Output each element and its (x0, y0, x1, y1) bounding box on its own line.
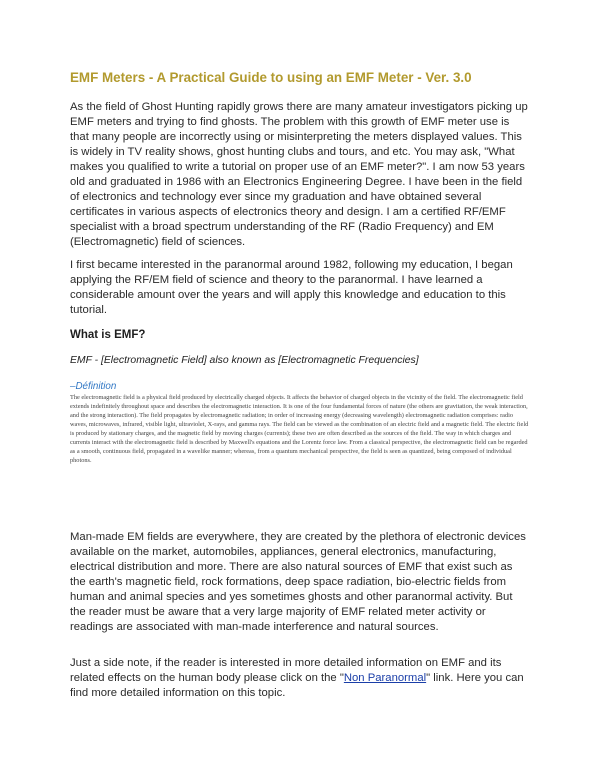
side-note-text-before: Just a side note, if the reader is interested in more detailed information on EMF and its related effects on the human body please click on the " (70, 657, 502, 684)
document-title: EMF Meters - A Practical Guide to using an EMF Meter - Ver. 3.0 (70, 70, 472, 85)
section-subheading: EMF - [Electromagnetic Field] also known as [Electromagnetic Frequencies] (70, 355, 419, 366)
definition-text: The electromagnetic field is a physical field produced by electrically charged objects. It affects the behavior of charged objects in the vicinity of the field. The electromagnetic field extends indefinitely throughout space and describes the electromagnetic interaction. It is one of the four fundamental forces of nature (the others are gravitation, the weak interaction, and the strong interaction). The field propagates by electromagnetic radiation; in order of increasing energy (decreasing wavelength) electromagnetic radiation comprises: radio waves, microwaves, infrared, visible light, ultraviolet, X-rays, and gamma rays. The field can be viewed as the combination of an electric field and a magnetic field. The electric field is produced by stationary charges, and the magnetic field by moving charges (currents); these two are often described as the sources of the field. The way in which charges and currents interact with the electromagnetic field is described by Maxwell's equations and the Lorentz force law. From a classical perspective, the electromagnetic field can be regarded as a smooth, continuous field, propagated in a wavelike manner; whereas, from a quantum mechanical perspective, the field is seen as quantized, being composed of individual photons. (70, 394, 529, 464)
side-note-paragraph (70, 656, 528, 701)
side-note-text-after: " link. Here you can find more detailed information on this topic. (70, 672, 524, 699)
intro-paragraph: As the field of Ghost Hunting rapidly grows there are many amateur investigators picking up EMF meters and trying to find ghosts. The problem with this growth of EMF meter use is that many people are incorrectly using or misinterpreting the meters displayed values. This is widely in TV reality shows, ghost hunting clubs and tours, and etc. You may ask, "What makes you qualified to write a tutorial on proper use of an EMF meter?". I am now 53 years old and graduated in 1986 with an Electronics Engineering Degree. I have been in the field of electronics and technology ever since my graduation and have obtained several certificates in various aspects of electronics theory and design. I am a certified RF/EMF specialist with a broad spectrum understanding of the RF (Radio Frequency) and EM (Electromagnetic) field of sciences. (70, 101, 528, 248)
definition-label: –Définition (70, 381, 117, 392)
non-paranormal-link[interactable]: Non Paranormal (343, 672, 427, 684)
manmade-paragraph: Man-made EM fields are everywhere, they are created by the plethora of electronic devices available on the market, automobiles, appliances, general electronics, manufacturing, electrical distribution and more. There are also natural sources of EMF that exist such as the earth's magnetic field, rock formations, deep space radiation, bio-electric fields from human and animal species and yes sometimes ghosts and other paranormal activity. But the reader must be aware that a very large majority of EMF related meter activity or readings are associated with man-made interference and natural sources. (70, 531, 526, 633)
background-paragraph: I first became interested in the paranormal around 1982, following my education, I began applying the RF/EM field of science and theory to the paranormal. I have learned a considerable amount over the years and will apply this knowledge and education to this tutorial. (70, 259, 513, 316)
section-heading: What is EMF? (70, 329, 146, 341)
